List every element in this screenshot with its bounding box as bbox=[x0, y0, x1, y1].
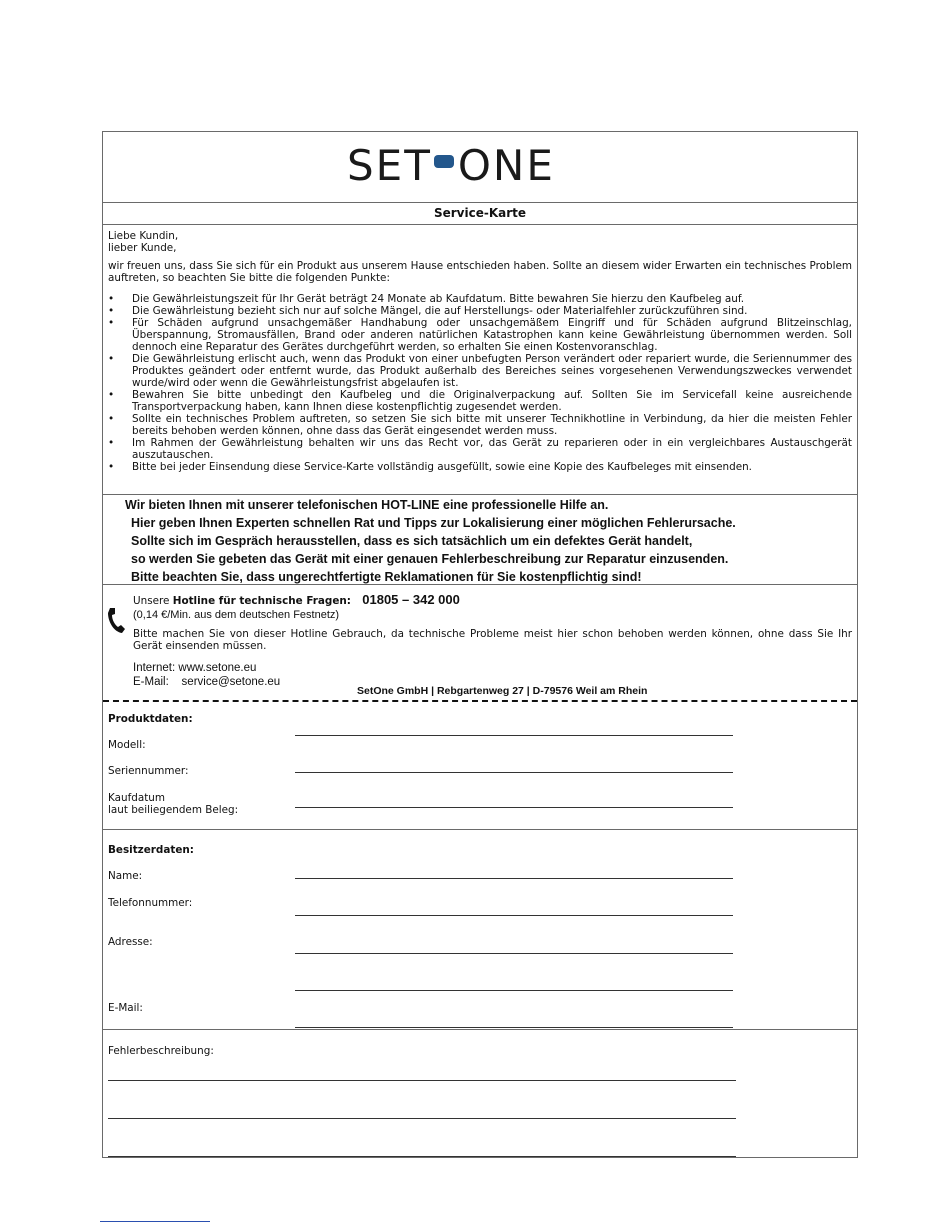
hotline-note: Bitte machen Sie von dieser Hotline Gebrauch, da technische Probleme meist hier schon behoben werden können, ohne dass Sie Ihr Gerät einsenden müssen. bbox=[133, 628, 852, 652]
field-line bbox=[295, 878, 733, 879]
hotline-text-line: Bitte beachten Sie, dass ungerechtfertigte Reklamationen für Sie kostenpflichtig sind! bbox=[131, 570, 642, 584]
list-item: • Sollte ein technisches Problem auftreten, so setzen Sie sich bitte mit unserer Technikhotline in Verbindung, da hier die meisten Fehler bereits behoben werden können, ohne dass das Gerät eingesendet werden muss. bbox=[108, 413, 852, 437]
divider bbox=[103, 829, 857, 830]
email-link[interactable]: E-Mail: service@setone.eu bbox=[133, 676, 281, 688]
serial-field[interactable] bbox=[295, 759, 733, 773]
hotline-prefix: Unsere bbox=[133, 595, 173, 607]
address-field-1[interactable] bbox=[295, 940, 733, 954]
phone-label: Telefonnummer: bbox=[108, 897, 193, 909]
name-label: Name: bbox=[108, 870, 143, 882]
divider bbox=[103, 584, 857, 585]
list-item: • Bewahren Sie bitte unbedingt den Kaufbeleg und die Originalverpackung auf. Sollten Sie im Servicefall keine ausreichende Transportverpackung haben, kann Ihnen diese kostenpflichtig zugesendet werden. bbox=[108, 389, 852, 413]
owner-heading: Besitzerdaten: bbox=[108, 844, 194, 856]
list-item: • Die Gewährleistung erlischt auch, wenn das Produkt von einer unbefugten Person verändert oder repariert wurde, die Seriennummer des Produktes geändert oder entfernt wurde, das Produkt außerhalb des Bereiches seines vorgesehenen Verwendungszweckes verwendet wurde/wird oder wenn die Gewährleistungsfrist abgelaufen ist. bbox=[108, 353, 852, 389]
logo-text-right: ONE bbox=[457, 141, 555, 190]
hotline-text-line: Wir bieten Ihnen mit unserer telefonischen HOT-LINE eine professionelle Hilfe an. bbox=[125, 498, 609, 512]
address-field-2[interactable] bbox=[295, 977, 733, 991]
field-line bbox=[108, 1080, 736, 1081]
fault-field-3[interactable] bbox=[108, 1143, 736, 1157]
purchase-date-label-1: Kaufdatum bbox=[108, 792, 165, 804]
hotline-number: 01805 – 342 000 bbox=[362, 592, 460, 607]
list-item: • Im Rahmen der Gewährleistung behalten wir uns das Recht vor, das Gerät zu reparieren oder in ein vergleichbares Austauschgerät auszutauschen. bbox=[108, 437, 852, 461]
list-item: • Die Gewährleistungszeit für Ihr Gerät beträgt 24 Monate ab Kaufdatum. Bitte bewahren Sie hierzu den Kaufbeleg auf. bbox=[108, 293, 852, 305]
fault-field-1[interactable] bbox=[108, 1067, 736, 1081]
address-label: Adresse: bbox=[108, 936, 153, 948]
purchase-date-label-2: laut beiliegendem Beleg: bbox=[108, 804, 239, 816]
name-field[interactable] bbox=[295, 865, 733, 879]
fault-field-2[interactable] bbox=[108, 1105, 736, 1119]
cut-line bbox=[103, 700, 857, 702]
logo-dot bbox=[434, 155, 454, 168]
email-label: E-Mail: bbox=[108, 1002, 143, 1014]
field-line bbox=[295, 1027, 733, 1028]
company-address: SetOne GmbH | Rebgartenweg 27 | D-79576 Weil am Rhein bbox=[357, 685, 648, 697]
field-line bbox=[295, 772, 733, 773]
product-heading: Produktdaten: bbox=[108, 713, 193, 725]
page-title: Service-Karte bbox=[433, 206, 527, 220]
hotline-row bbox=[133, 592, 460, 607]
email-field[interactable] bbox=[295, 1014, 733, 1028]
phone-icon bbox=[106, 606, 126, 634]
serial-label: Seriennummer: bbox=[108, 765, 189, 777]
purchase-date-field[interactable] bbox=[295, 794, 733, 808]
fault-heading: Fehlerbeschreibung: bbox=[108, 1045, 214, 1057]
service-card bbox=[102, 131, 858, 1158]
hotline-label: Hotline für technische Fragen: bbox=[172, 595, 351, 607]
website-link[interactable]: Internet: www.setone.eu bbox=[133, 662, 257, 674]
field-line bbox=[108, 1118, 736, 1119]
divider bbox=[103, 202, 857, 203]
logo-text-left: SET bbox=[347, 141, 432, 190]
warranty-list bbox=[108, 293, 852, 473]
model-field[interactable] bbox=[295, 722, 733, 736]
greeting-line-1: Liebe Kundin, bbox=[108, 230, 179, 242]
divider bbox=[103, 1029, 857, 1030]
field-line bbox=[295, 915, 733, 916]
divider bbox=[103, 494, 857, 495]
field-line bbox=[295, 807, 733, 808]
field-line bbox=[108, 1156, 736, 1157]
hotline-text-line: Sollte sich im Gespräch herausstellen, dass es sich tatsächlich um ein defektes Gerät handelt, bbox=[131, 534, 693, 548]
phone-field[interactable] bbox=[295, 902, 733, 916]
setone-logo bbox=[347, 141, 637, 190]
field-line bbox=[295, 990, 733, 991]
list-item: • Für Schäden aufgrund unsachgemäßer Handhabung oder unsachgemäßem Eingriff und für Schäden aufgrund Blitzeinschlag, Überspannung, Stromausfällen, Brand oder anderen natürlichen Katastrophen kann keine Gewährleistung übernommen werden. Soll dennoch eine Reparatur des Gerätes durchgeführt werden, so erhalten Sie einen Kostenvoranschlag. bbox=[108, 317, 852, 353]
hotline-price: (0,14 €/Min. aus dem deutschen Festnetz) bbox=[133, 609, 340, 621]
list-item: • Die Gewährleistung bezieht sich nur auf solche Mängel, die auf Herstellungs- oder Materialfehler zurückzuführen sind. bbox=[108, 305, 852, 317]
hotline-text-line: so werden Sie gebeten das Gerät mit einer genauen Fehlerbeschreibung zur Reparatur einzusenden. bbox=[131, 552, 729, 566]
hotline-text-line: Hier geben Ihnen Experten schnellen Rat und Tipps zur Lokalisierung einer möglichen Fehlerursache. bbox=[131, 516, 736, 530]
divider bbox=[103, 224, 857, 225]
model-label: Modell: bbox=[108, 739, 146, 751]
greeting-line-2: lieber Kunde, bbox=[108, 242, 177, 254]
list-item: • Bitte bei jeder Einsendung diese Service-Karte vollständig ausgefüllt, sowie eine Kopie des Kaufbeleges mit einsenden. bbox=[108, 461, 852, 473]
footnote-line bbox=[100, 1221, 210, 1222]
field-line bbox=[295, 953, 733, 954]
intro-text: wir freuen uns, dass Sie sich für ein Produkt aus unserem Hause entschieden haben. Sollte an diesem wider Erwarten ein technisches Problem auftreten, so beachten Sie bitte die folgenden Punkte: bbox=[108, 260, 852, 284]
field-line bbox=[295, 735, 733, 736]
